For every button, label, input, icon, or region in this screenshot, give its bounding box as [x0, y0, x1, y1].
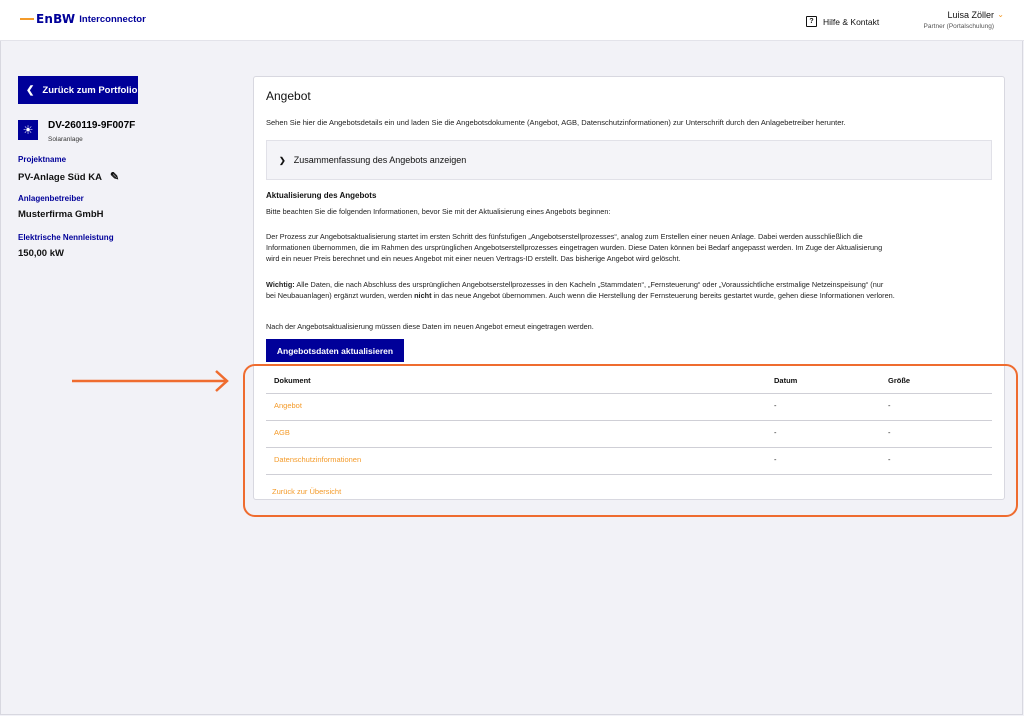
process-text	[266, 231, 996, 265]
project-name-text: PV-Anlage Süd KA	[18, 172, 102, 183]
process-line-2: Informationen übernommen, die im Rahmen des ursprünglichen Angebotserstellprozesses eingetragen wurden. Diese Daten können bei Bedarf angepasst werden. Im Zuge der Aktualisierung	[266, 243, 883, 253]
document-date: -	[774, 428, 777, 437]
offer-card	[253, 76, 1005, 500]
process-line-3: wird ein neuer Preis berechnet und ein neues Angebot mit einer neuen Vertrags-ID erstellt. Das bisherige Angebot wird gelöscht.	[266, 254, 681, 264]
document-size: -	[888, 401, 891, 410]
important-line-2b: in das neue Angebot übernommen. Auch wenn die Herstellung der Fernsteuerung bereits gestartet wurde, gehen diese Informationen verloren.	[431, 291, 895, 301]
process-line-1: Der Prozess zur Angebotsaktualisierung startet im ersten Schritt des fünfstufigen „Angebotserstellprozesses“, analog zum Erstellen einer neuen Anlage. Dabei werden ausschließlich die	[266, 232, 863, 241]
document-link-datenschutz[interactable]: Datenschutzinformationen	[274, 455, 362, 464]
edit-icon[interactable]: ✎	[109, 171, 120, 183]
annotation-arrow-icon	[70, 368, 232, 394]
reenter-text: Nach der Angebotsaktualisierung müssen diese Daten im neuen Angebot erneut eingetragen werden.	[266, 322, 594, 331]
question-icon: ?	[806, 16, 817, 27]
logo-product: Interconnector	[79, 13, 146, 25]
table-header	[266, 369, 992, 394]
important-nicht: nicht	[414, 291, 432, 301]
col-size: Größe	[888, 376, 911, 385]
enbw-logo[interactable]	[20, 12, 146, 26]
project-type: Solaranlage	[48, 136, 83, 143]
intro-text: Sehen Sie hier die Angebotsdetails ein und laden Sie die Angebotsdokumente (Angebot, AGB, Datenschutzinformationen) zur Unterschrift durch den Anlagebetreiber herunter.	[266, 118, 846, 127]
page-title: Angebot	[266, 89, 311, 103]
logo-line	[20, 18, 34, 20]
sun-icon: ☀	[18, 120, 38, 140]
important-text	[266, 279, 996, 301]
power-value: 150,00 kW	[18, 248, 64, 259]
col-document: Dokument	[274, 376, 311, 385]
document-link-agb[interactable]: AGB	[274, 428, 290, 437]
user-role: Partner (Portalschulung)	[923, 23, 994, 30]
operator-value: Musterfirma GmbH	[18, 209, 104, 220]
accordion-label: Zusammenfassung des Angebots anzeigen	[293, 155, 467, 165]
document-size: -	[888, 428, 891, 437]
chevron-left-icon: ❮	[26, 84, 35, 96]
help-contact-link[interactable]	[806, 16, 879, 27]
project-name-value	[18, 170, 119, 183]
document-date: -	[774, 455, 777, 464]
project-name-label: Projektname	[18, 155, 67, 164]
project-id: DV-260119-9F007F	[48, 120, 136, 131]
logo-brand: EnBW	[36, 12, 76, 26]
table-row	[266, 448, 992, 475]
notice-text: Bitte beachten Sie die folgenden Informationen, bevor Sie mit der Aktualisierung eines Angebots beginnen:	[266, 207, 611, 216]
chevron-down-icon: ❯	[279, 155, 286, 165]
documents-table	[266, 369, 992, 475]
help-label: Hilfe & Kontakt	[823, 16, 880, 27]
back-to-portfolio-button[interactable]	[18, 76, 138, 104]
table-row	[266, 421, 992, 448]
user-menu[interactable]	[924, 10, 994, 30]
offer-summary-accordion[interactable]	[266, 140, 992, 180]
table-row	[266, 394, 992, 421]
important-label: Wichtig:	[266, 280, 295, 289]
important-line-2a: bei Neubauanlagen) ergänzt wurden, werden	[266, 291, 415, 301]
user-name: Luisa Zöller	[947, 10, 994, 20]
document-size: -	[888, 455, 891, 464]
back-to-overview-link[interactable]: Zurück zur Übersicht	[272, 487, 342, 496]
document-date: -	[774, 401, 777, 410]
power-label: Elektrische Nennleistung	[18, 233, 114, 242]
section-title: Aktualisierung des Angebots	[266, 191, 377, 200]
chevron-down-icon[interactable]: ⌄	[997, 10, 1004, 19]
top-bar	[0, 0, 1024, 41]
document-link-angebot[interactable]: Angebot	[274, 401, 302, 410]
col-date: Datum	[774, 376, 798, 385]
update-offer-button[interactable]: Angebotsdaten aktualisieren	[266, 339, 404, 362]
important-line-1: Alle Daten, die nach Abschluss des ursprünglichen Angebotserstellprozesses in den Kacheln „Stammdaten“, „Fernsteuerung“ oder „Voraussichtliche erstmalige Netzeinspeisung“ (nur	[294, 280, 884, 289]
operator-label: Anlagenbetreiber	[18, 194, 84, 203]
back-button-label: Zurück zum Portfolio	[42, 84, 138, 96]
